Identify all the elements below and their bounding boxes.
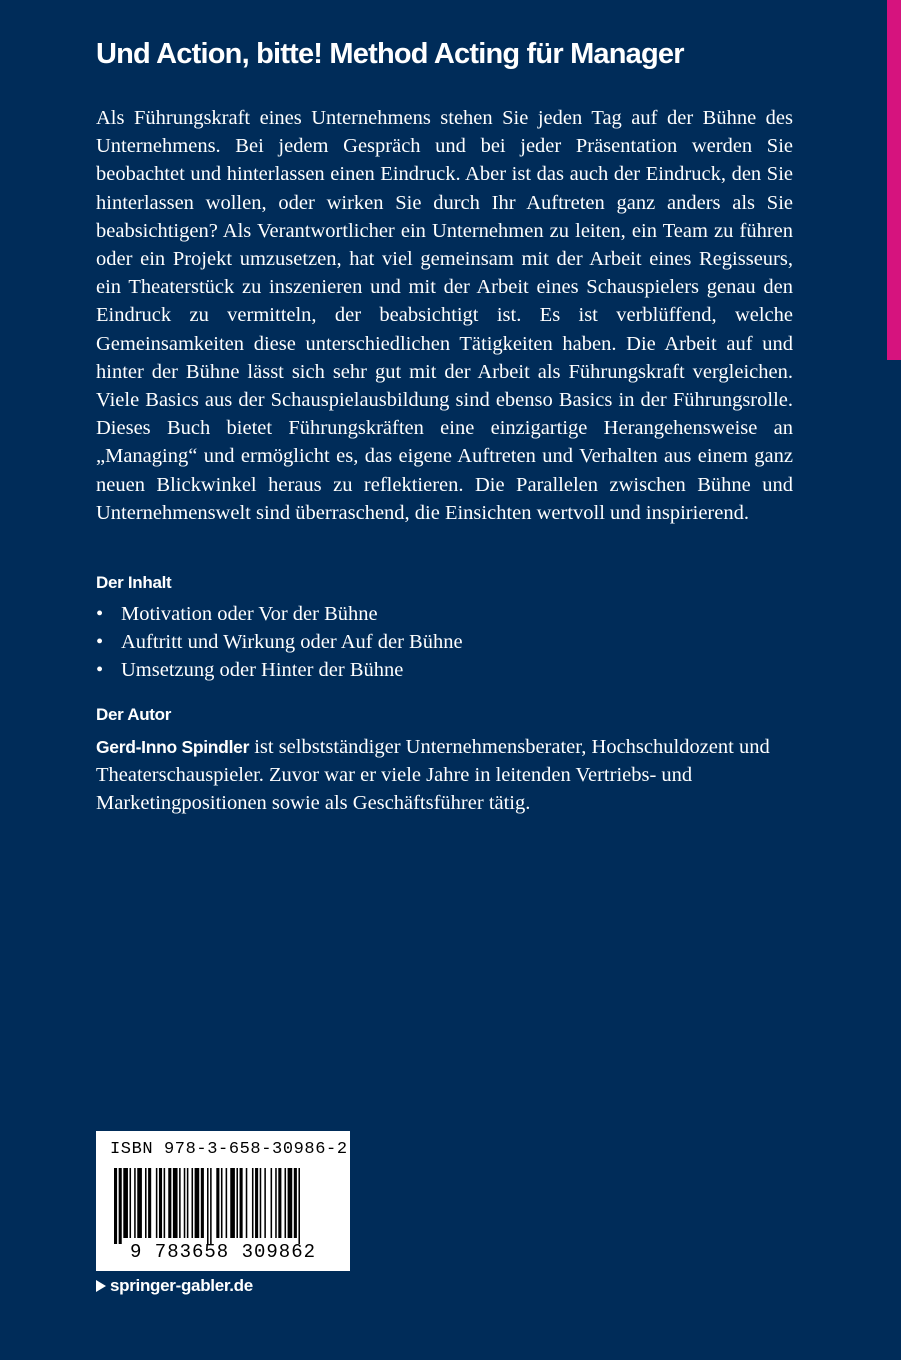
book-title: Und Action, bitte! Method Acting für Manager: [96, 38, 684, 70]
list-item: [96, 656, 796, 684]
list-item-text: Motivation oder Vor der Bühne: [121, 603, 378, 625]
author-bio: [96, 733, 793, 818]
website-text: springer-gabler.de: [110, 1276, 253, 1295]
contents-list: [96, 600, 796, 685]
accent-strip: [887, 0, 901, 360]
barcode-box: [96, 1131, 350, 1271]
bullet: •: [96, 603, 104, 625]
bullet: •: [96, 659, 104, 682]
book-description: Als Führungskraft eines Unternehmens stehen Sie jeden Tag auf der Bühne des Unternehmens. Bei jedem Gespräch und bei jeder Präsentation werden Sie beobachtet und hinterlassen einen Eindruck. Aber ist das auch der Eindruck, den Sie hinterlassen wollen, oder wirken Sie durch Ihr Auftreten ganz anders als Sie beabsichtigen? Als Verantwortlicher ein Unternehmen zu leiten, ein Team zu führen oder ein Projekt umzusetzen, hat viel gemeinsam mit der Arbeit eines Regisseurs, ein Theaterstück zu inszenieren und mit der Arbeit eines Schauspielers genau den Eindruck zu vermitteln, der beabsichtigt ist. Es ist verblüffend, welche Gemeinsamkeiten diese unterschiedlichen Tätigkeiten haben. Die Arbeit auf und hinter der Bühne lässt sich sehr gut mit der Arbeit als Führungskraft vergleichen. Viele Basics aus der Schauspielausbildung sind ebenso Basics in der Führungsrolle. Dieses Buch bietet Führungskräften eine einzigartige Herangehensweise an „Managing“ und ermöglicht es, das eigene Auftreten und Verhalten aus einem ganz neuen Blickwinkel heraus zu reflektieren. Die Parallelen zwischen Bühne und Unternehmenswelt sind überraschend, die Einsichten wertvoll und inspirierend.: [96, 107, 793, 524]
barcode-digits: 9 783658 309862: [129, 1241, 317, 1263]
list-item-text: Auftritt und Wirkung oder Auf der Bühne: [121, 631, 463, 654]
author-bio-text: ist selbstständiger Unternehmensberater, Hochschuldozent und Theaterschauspieler. Zuvor war er viele Jahre in leitenden Vertriebs- und Marketingpositionen sowie als Geschäftsführer tätig.: [96, 736, 770, 815]
barcode-icon: [114, 1168, 332, 1244]
list-item-text: Umsetzung oder Hinter der Bühne: [121, 659, 404, 682]
website-link[interactable]: [96, 1276, 253, 1296]
list-item: [96, 600, 796, 628]
arrow-icon: [96, 1280, 106, 1292]
bullet: •: [96, 631, 104, 654]
isbn-label: ISBN 978-3-658-30986-2: [110, 1140, 348, 1159]
list-item: [96, 628, 796, 656]
author-name: Gerd-Inno Spindler: [96, 737, 250, 757]
author-heading: Der Autor: [96, 705, 172, 724]
contents-heading: Der Inhalt: [96, 573, 172, 592]
